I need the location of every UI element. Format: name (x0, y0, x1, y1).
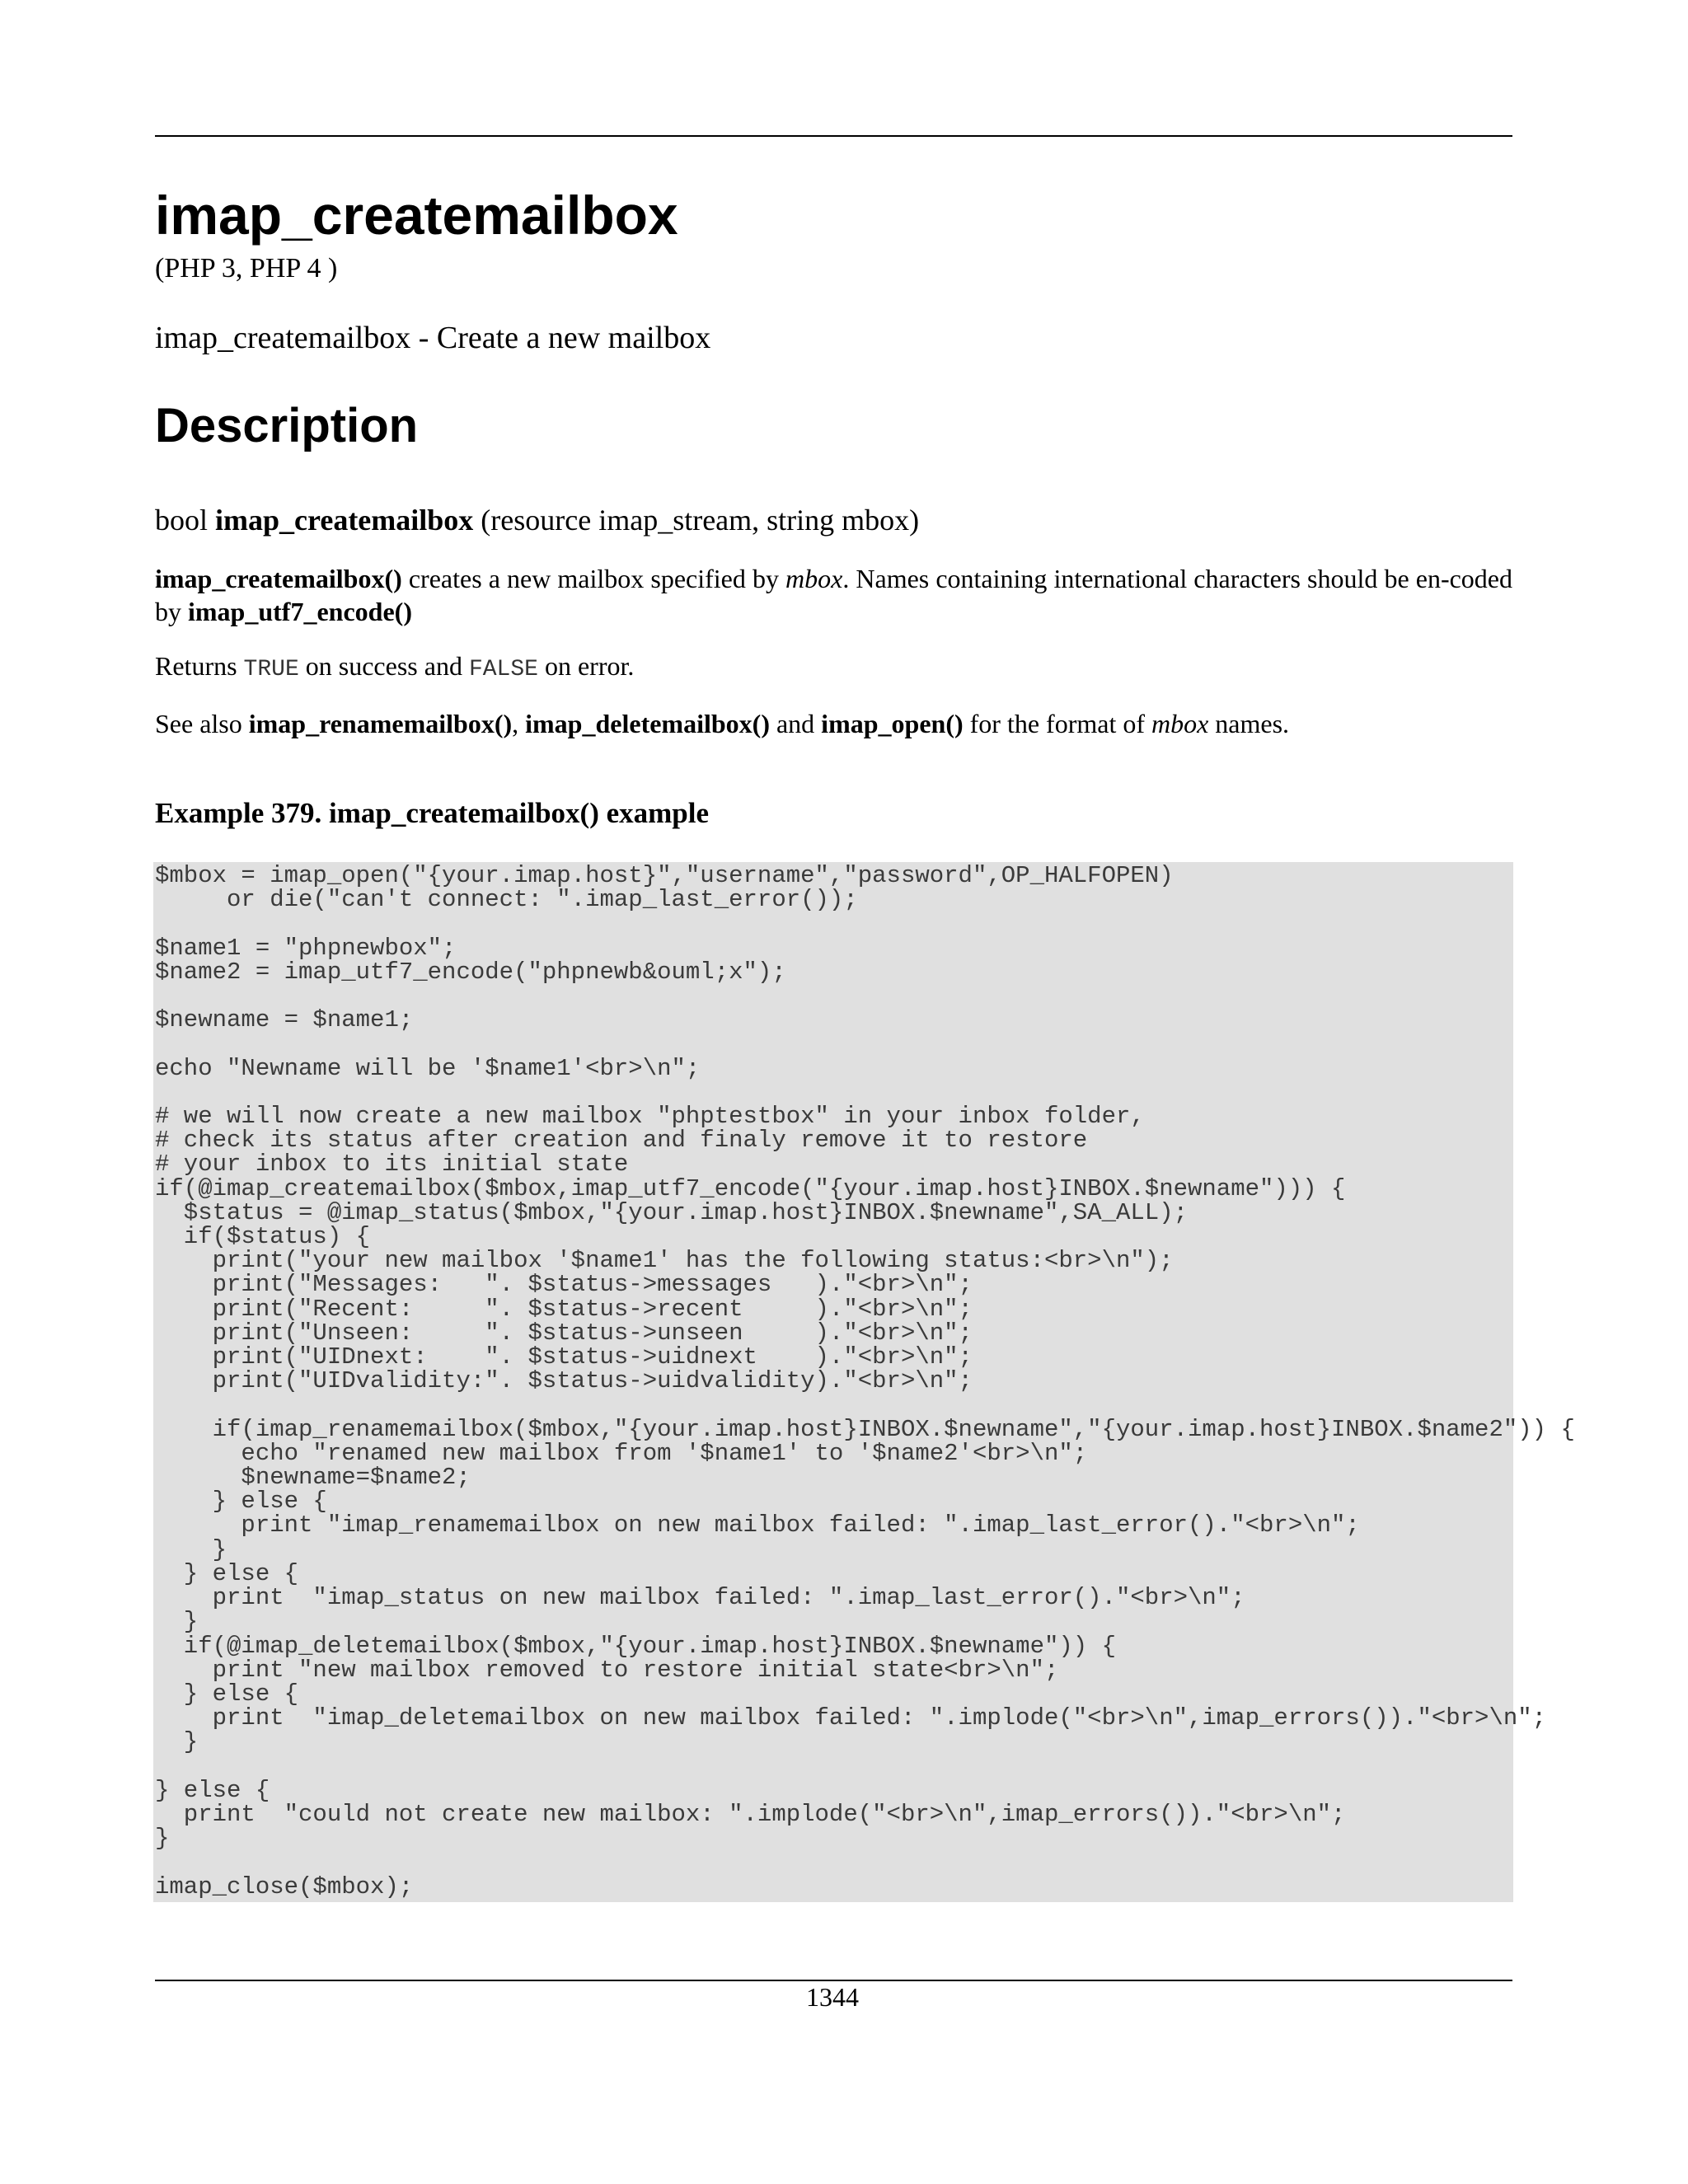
paragraph-text: . Names containing international characters should be en-coded by (155, 564, 1513, 626)
return-values-paragraph (155, 649, 1512, 687)
see-also-paragraph (155, 707, 1512, 740)
synopsis-params: (resource imap_stream, string mbox) (481, 504, 920, 537)
code-example: $mbox = imap_open("{your.imap.host}","username","password",OP_HALFOPEN) or die("can't connect: ".imap_last_error()); $name1 = "phpnewbox"; $name2 = imap_utf7_encode("phpnewb&ouml;x"); $newname = $name1; echo "Newname will be '$name1'<br>\n"; # we will now create a new mailbox "phptestbox" in your inbox folder, # check its status after creation and finaly remove it to restore # your inbox to its initial state if(@imap_createmailbox($mbox,imap_utf7_encode("{your.imap.host}INBOX.$newname"))) { $status = @imap_status($mbox,"{your.imap.host}INBOX.$newname",SA_ALL); if($status) { print("your new mailbox '$name1' has the following status:<br>\n"); print("Messages: ". $status->messages )."<br>\n"; print("Recent: ". $status->recent )."<br>\n"; print("Unseen: ". $status->unseen )."<br>\n"; print("UIDnext: ". $status->uidnext )."<br>\n"; print("UIDvalidity:". $status->uidvalidity)."<br>\n"; if(imap_renamemailbox($mbox,"{your.imap.host}INBOX.$newname","{your.imap.host}INBOX.$name2")) { echo "renamed new mailbox from '$name1' to '$name2'<br>\n"; $newname=$name2; } else { print "imap_renamemailbox on new mailbox failed: ".imap_last_error()."<br>\n"; } } else { print "imap_status on new mailbox failed: ".imap_last_error()."<br>\n"; } if(@imap_deletemailbox($mbox,"{your.imap.host}INBOX.$newname")) { print "new mailbox removed to restore initial state<br>\n"; } else { print "imap_deletemailbox on new mailbox failed: ".implode("<br>\n",imap_errors())."<br>\n"; } } else { print "could not create new mailbox: ".implode("<br>\n",imap_errors())."<br>\n"; } imap_close($mbox); (155, 862, 1575, 1900)
refpurpose: imap_createmailbox - Create a new mailbox (155, 321, 711, 355)
paragraph-text: names. (1208, 709, 1290, 738)
paragraph-text: on error. (537, 651, 635, 681)
php-versions: (PHP 3, PHP 4 ) (155, 253, 338, 284)
example-title: Example 379. imap_createmailbox() example (155, 797, 710, 829)
function-link-renamemailbox[interactable]: imap_renamemailbox() (248, 709, 513, 738)
description-paragraph (155, 562, 1512, 628)
paragraph-text: for the format of (963, 709, 1151, 738)
param-mbox: mbox (785, 564, 843, 593)
literal-false: FALSE (468, 657, 538, 682)
function-link-imap-open[interactable]: imap_open() (821, 709, 964, 738)
param-mbox: mbox (1151, 709, 1209, 738)
header-rule (155, 135, 1512, 137)
paragraph-text: See also (155, 709, 249, 738)
paragraph-text: on success and (298, 651, 469, 681)
paragraph-text: Returns (155, 651, 244, 681)
page-title: imap_createmailbox (155, 185, 678, 246)
section-title-description: Description (155, 399, 419, 452)
function-synopsis (155, 503, 919, 538)
function-link-utf7-encode[interactable]: imap_utf7_encode() (188, 597, 412, 626)
paragraph-text: , (512, 709, 526, 738)
synopsis-return-type: bool (155, 504, 209, 537)
synopsis-function-name: imap_createmailbox (215, 504, 474, 537)
paragraph-text: creates a new mailbox specified by (401, 564, 786, 593)
literal-true: TRUE (243, 657, 299, 682)
page-number: 1344 (806, 1982, 859, 2012)
function-ref: imap_createmailbox() (155, 564, 402, 593)
function-link-deletemailbox[interactable]: imap_deletemailbox() (525, 709, 770, 738)
paragraph-text: and (769, 709, 822, 738)
